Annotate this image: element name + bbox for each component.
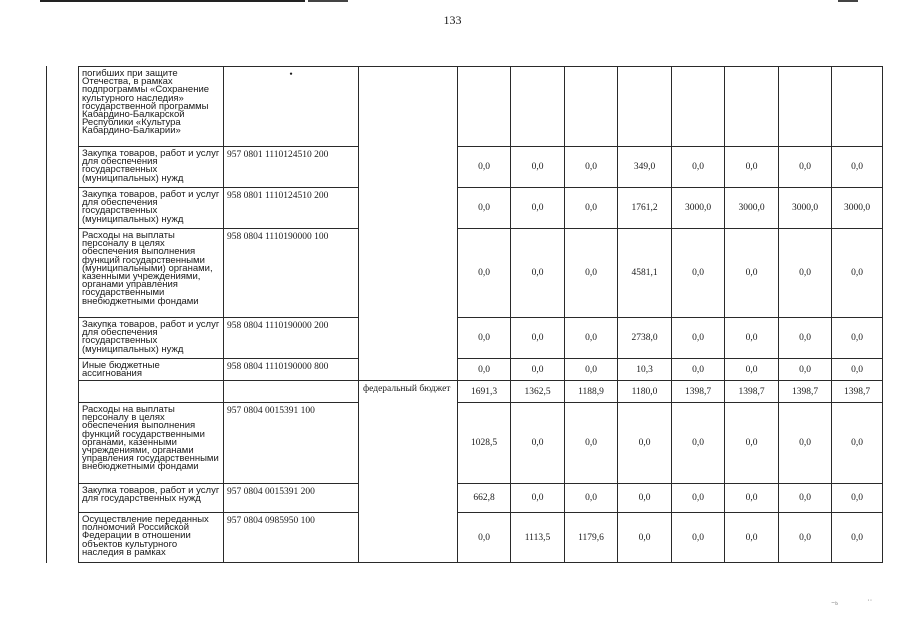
- table-row: [47, 359, 883, 381]
- value-cell: 0,0: [565, 188, 618, 229]
- value-cell: 0,0: [725, 359, 779, 381]
- funding-source-cell: [359, 67, 458, 381]
- value-cell: 0,0: [511, 229, 565, 318]
- value-cell: 0,0: [511, 147, 565, 188]
- value-cell: 0,0: [458, 188, 511, 229]
- top-rule: [40, 0, 305, 2]
- value-cell: [725, 67, 779, 147]
- value-cell: 3000,0: [779, 188, 832, 229]
- value-cell: 0,0: [832, 229, 883, 318]
- value-cell: 0,0: [618, 403, 672, 484]
- row-code: •: [224, 67, 359, 147]
- table-row-total: [47, 381, 883, 403]
- value-cell: 3000,0: [725, 188, 779, 229]
- row-description: Расходы на выплаты персоналу в целях обеспечения выполнения функций государственными органами, казенными учреждениями, органами управления государственными внебюджетными фондами: [79, 403, 224, 484]
- row-description: Осуществление переданных полномочий Российской Федерации в отношении объектов культурного наследия в рамках: [79, 513, 224, 563]
- table-row: [47, 67, 883, 147]
- value-cell: 1691,3: [458, 381, 511, 403]
- row-code: 958 0804 1110190000 200: [224, 318, 359, 359]
- value-cell: 0,0: [618, 484, 672, 513]
- row-code: 957 0804 0985950 100: [224, 513, 359, 563]
- row-code: 957 0804 0015391 100: [224, 403, 359, 484]
- scan-mark: ⁻ᵇ: [831, 600, 838, 609]
- row-description: [79, 381, 224, 403]
- value-cell: 0,0: [458, 318, 511, 359]
- value-cell: 0,0: [511, 484, 565, 513]
- row-code: 958 0804 1110190000 800: [224, 359, 359, 381]
- value-cell: 0,0: [565, 318, 618, 359]
- value-cell: 662,8: [458, 484, 511, 513]
- row-description: Закупка товаров, работ и услуг для государственных нужд: [79, 484, 224, 513]
- value-cell: 1180,0: [618, 381, 672, 403]
- value-cell: 0,0: [672, 484, 725, 513]
- value-cell: 0,0: [779, 359, 832, 381]
- row-code: 958 0801 1110124510 200: [224, 188, 359, 229]
- value-cell: [672, 67, 725, 147]
- row-code: [224, 381, 359, 403]
- value-cell: 0,0: [779, 513, 832, 563]
- value-cell: 0,0: [672, 318, 725, 359]
- table-row: [47, 318, 883, 359]
- value-cell: 1761,2: [618, 188, 672, 229]
- value-cell: 0,0: [779, 147, 832, 188]
- value-cell: 0,0: [565, 403, 618, 484]
- row-code: 957 0801 1110124510 200: [224, 147, 359, 188]
- value-cell: [511, 67, 565, 147]
- top-dash-mark: [838, 0, 858, 2]
- value-cell: 0,0: [725, 513, 779, 563]
- value-cell: [779, 67, 832, 147]
- scan-mark: ˙˙: [867, 598, 873, 607]
- value-cell: 1362,5: [511, 381, 565, 403]
- value-cell: 0,0: [779, 318, 832, 359]
- budget-table: [46, 66, 883, 563]
- row-description: Закупка товаров, работ и услуг для обеспечения государственных (муниципальных) нужд: [79, 147, 224, 188]
- value-cell: 0,0: [672, 513, 725, 563]
- table-row: [47, 403, 883, 484]
- value-cell: 0,0: [832, 318, 883, 359]
- value-cell: 0,0: [458, 147, 511, 188]
- value-cell: [618, 67, 672, 147]
- row-description: Иные бюджетные ассигнования: [79, 359, 224, 381]
- value-cell: 0,0: [672, 403, 725, 484]
- value-cell: 349,0: [618, 147, 672, 188]
- value-cell: 0,0: [511, 359, 565, 381]
- value-cell: 0,0: [458, 229, 511, 318]
- value-cell: 0,0: [779, 403, 832, 484]
- table-row: [47, 188, 883, 229]
- row-description: Закупка товаров, работ и услуг для обеспечения государственных (муниципальных) нужд: [79, 188, 224, 229]
- value-cell: 1028,5: [458, 403, 511, 484]
- value-cell: 1398,7: [779, 381, 832, 403]
- row-description: Расходы на выплаты персоналу в целях обеспечения выполнения функций государственными (муниципальными) органами, казенными учреждениями, органами управления государственными внебюджетными фондами: [79, 229, 224, 318]
- value-cell: 0,0: [511, 403, 565, 484]
- table-row: [47, 229, 883, 318]
- table-row: [47, 513, 883, 563]
- value-cell: 3000,0: [672, 188, 725, 229]
- value-cell: 0,0: [725, 147, 779, 188]
- row-code: 958 0804 1110190000 100: [224, 229, 359, 318]
- value-cell: 0,0: [565, 359, 618, 381]
- value-cell: 0,0: [672, 229, 725, 318]
- value-cell: 0,0: [832, 403, 883, 484]
- value-cell: 0,0: [779, 229, 832, 318]
- value-cell: 0,0: [832, 513, 883, 563]
- value-cell: 1188,9: [565, 381, 618, 403]
- value-cell: [458, 67, 511, 147]
- top-rule-short: [308, 0, 348, 2]
- value-cell: 0,0: [458, 359, 511, 381]
- value-cell: 0,0: [458, 513, 511, 563]
- value-cell: 0,0: [511, 318, 565, 359]
- funding-source-label: федеральный бюджет: [359, 381, 458, 563]
- value-cell: 0,0: [565, 484, 618, 513]
- value-cell: [565, 67, 618, 147]
- value-cell: 1398,7: [725, 381, 779, 403]
- value-cell: 0,0: [618, 513, 672, 563]
- value-cell: [832, 67, 883, 147]
- value-cell: 0,0: [565, 147, 618, 188]
- value-cell: 0,0: [832, 147, 883, 188]
- value-cell: 0,0: [725, 318, 779, 359]
- value-cell: 1179,6: [565, 513, 618, 563]
- value-cell: 0,0: [725, 403, 779, 484]
- value-cell: 0,0: [565, 229, 618, 318]
- value-cell: 1398,7: [672, 381, 725, 403]
- gutter-cell: [47, 67, 79, 563]
- value-cell: 0,0: [725, 229, 779, 318]
- row-code: 957 0804 0015391 200: [224, 484, 359, 513]
- value-cell: 0,0: [832, 484, 883, 513]
- value-cell: 1398,7: [832, 381, 883, 403]
- value-cell: 4581,1: [618, 229, 672, 318]
- row-description: погибших при защите Отечества, в рамках подпрограммы «Сохранение культурного наследия» государственной программы Кабардино-Балкарской Республики «Культура Кабардино-Балкарии»: [79, 67, 224, 147]
- value-cell: 3000,0: [832, 188, 883, 229]
- value-cell: 0,0: [832, 359, 883, 381]
- value-cell: 0,0: [725, 484, 779, 513]
- value-cell: 0,0: [672, 359, 725, 381]
- value-cell: 0,0: [779, 484, 832, 513]
- table-row: [47, 484, 883, 513]
- value-cell: 2738,0: [618, 318, 672, 359]
- value-cell: 10,3: [618, 359, 672, 381]
- table-row: [47, 147, 883, 188]
- row-description: Закупка товаров, работ и услуг для обеспечения государственных (муниципальных) нужд: [79, 318, 224, 359]
- value-cell: 0,0: [672, 147, 725, 188]
- page-number: 133: [443, 13, 462, 27]
- value-cell: 0,0: [511, 188, 565, 229]
- value-cell: 1113,5: [511, 513, 565, 563]
